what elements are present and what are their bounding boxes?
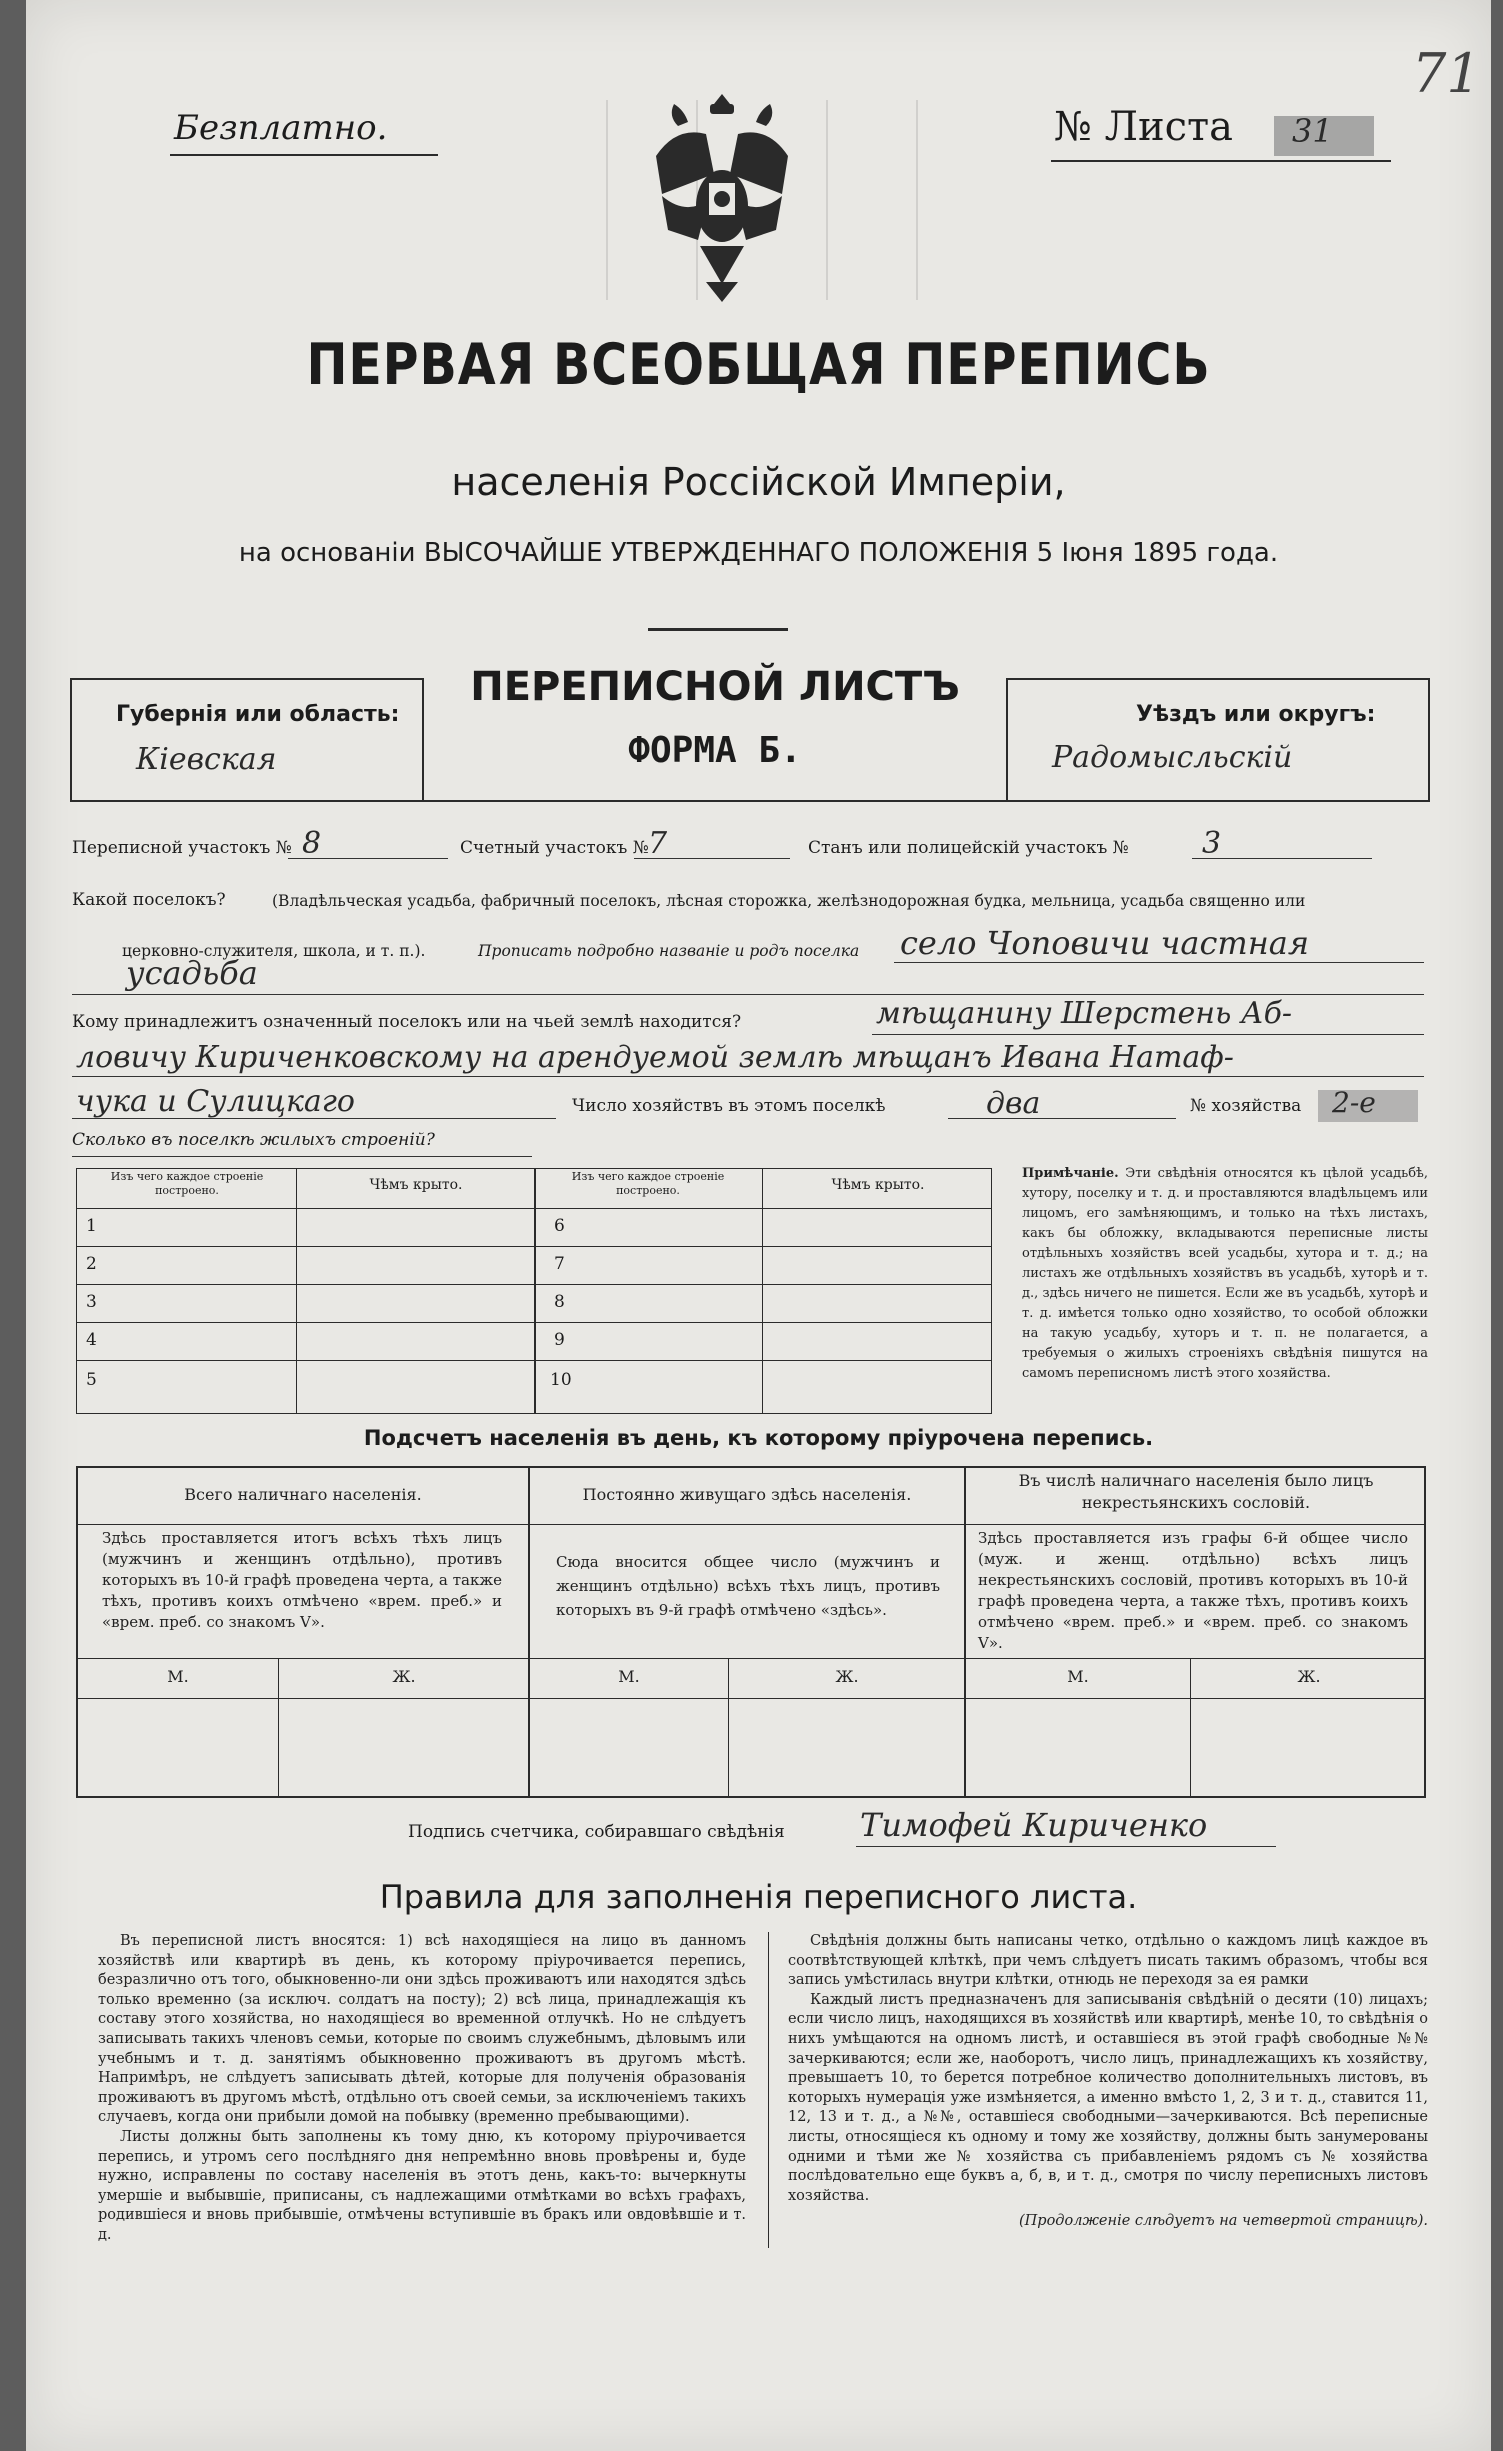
settlement-hint-2: церковно-служителя, школа, и т. п.). <box>122 942 426 960</box>
signature-value: Тимофей Кириченко <box>860 1806 1208 1844</box>
row-number: 6 <box>554 1216 565 1236</box>
row-number: 3 <box>86 1292 97 1312</box>
rules-left-paragraph-2: Листы должны быть заполнены къ тому дню, къ которому пріурочивается перепись, и утромъ сего послѣдняго дня непремѣнно вновь провѣрены и, буде нужно, исправлены по составу населенія въ этотъ день, какъ-то: вычеркнуты умершіе и выбывшіе, приписаны, съ надлежащими отмѣтками во всѣхъ графахъ, родившіеся и вновь прибывшіе, отмѣчены вступившіе въ бракъ или овдовѣвшіе и т. д. <box>98 2128 746 2243</box>
settlement-value-line-2: усадьба <box>126 954 258 992</box>
owner-value-line-1: мѣщанину Шерстень Аб- <box>876 996 1293 1031</box>
note-text: Эти свѣдѣнія относятся къ цѣлой усадьбѣ, хутору, поселку и т. д. и проставляются владѣльцемъ или лицомъ, его замѣняющимъ, и только на тѣхъ листахъ, какъ бы обложку, вкладываются переписные листы отдѣльныхъ хозяйствъ всей усадьбы, хутора и т. д.; на листахъ же отдѣльныхъ хозяйствъ въ усадьбѣ, хуторѣ и т. д., здѣсь ничего не пишется. Если же въ усадьбѣ, хуторѣ и т. д. имѣется только одно хозяйство, то особой обложки на такую усадьбу, хуторъ и т. п. не полагается, а требуемыя о жилыхъ строеніяхъ свѣдѣнія пишутся на самомъ переписномъ листѣ этого хозяйства. <box>1022 1166 1429 1381</box>
col2-title: Постоянно живущаго здѣсь населенія. <box>582 1485 912 1504</box>
col3-female: Ж. <box>1297 1667 1321 1686</box>
col3-text: Здѣсь проставляется изъ графы 6-й общее число (муж. и женщ. отдѣльно) всѣхъ лицъ некрестьянскихъ сословій, противъ которыхъ въ 10-й графѣ проведена черта, а также тѣхъ, противъ коихъ отмѣчено «врем. преб.» и «врем. преб. со знакомъ V». <box>978 1529 1408 1652</box>
households-label: Число хозяйствъ въ этомъ поселкѣ <box>572 1096 886 1116</box>
gubernia-label: Губернія или область: <box>116 702 400 727</box>
census-district-label: Переписной участокъ № <box>72 838 292 858</box>
row-number: 10 <box>550 1370 572 1390</box>
col-material-header-right: Изъ чего каждое строеніе построено. <box>571 1170 725 1197</box>
note-block <box>1022 1164 1428 1384</box>
sheet-label: № Листа <box>1054 104 1233 150</box>
row-number: 2 <box>86 1254 97 1274</box>
signature-label: Подпись счетчика, собиравшаго свѣдѣнія <box>408 1822 785 1842</box>
note-label: Примѣчаніе. <box>1022 1166 1119 1181</box>
col2-female: Ж. <box>835 1667 859 1686</box>
col3-male: М. <box>1067 1667 1089 1686</box>
col-material-header-left: Изъ чего каждое строеніе построено. <box>110 1170 264 1197</box>
buildings-question: Сколько въ поселкѣ жилыхъ строеній? <box>72 1130 435 1150</box>
form-name: ФОРМА Б. <box>628 730 802 771</box>
owner-question: Кому принадлежитъ означенный поселокъ или на чьей землѣ находится? <box>72 1012 742 1032</box>
free-label: Безплатно. <box>174 108 388 148</box>
col-roof-header-left: Чѣмъ крыто. <box>369 1177 463 1193</box>
settlement-instruction: Прописать подробно названіе и родъ поселка <box>478 942 860 960</box>
owner-value-line-2: ловичу Кириченковскому на арендуемой землѣ мѣщанъ Ивана Натаф- <box>76 1040 1234 1075</box>
population-heading: Подсчетъ населенія въ день, къ которому пріурочена перепись. <box>363 1426 1154 1450</box>
row-number: 5 <box>86 1370 97 1390</box>
col2-text: Сюда вносится общее число (мужчинъ и женщинъ отдѣльно) всѣхъ тѣхъ лицъ, противъ которыхъ въ 9-й графѣ отмѣчено «здѣсь». <box>556 1553 940 1619</box>
settlement-question: Какой поселокъ? <box>72 890 226 910</box>
page-title: ПЕРВАЯ ВСЕОБЩАЯ ПЕРЕПИСЬ <box>306 332 1211 398</box>
rules-left-column <box>98 1932 746 2246</box>
row-number: 1 <box>86 1216 97 1236</box>
row-number: 7 <box>554 1254 565 1274</box>
sheet-title: ПЕРЕПИСНОЙ ЛИСТЪ <box>424 664 1006 710</box>
household-number-label: № хозяйства <box>1190 1096 1302 1116</box>
row-number: 8 <box>554 1292 565 1312</box>
rules-right-paragraph-1: Свѣдѣнія должны быть написаны четко, отдѣльно о каждомъ лицѣ каждое въ соотвѣтствующей клѣткѣ, при чемъ слѣдуетъ писать такимъ образомъ, чтобы вся запись умѣстилась внутри клѣтки, отнюдь не переходя за ея рамки <box>788 1933 1428 1989</box>
uyezd-label: Уѣздъ или округъ: <box>1136 702 1376 727</box>
col1-title: Всего наличнаго населенія. <box>184 1485 422 1504</box>
rules-right-paragraph-2: Каждый листъ предназначенъ для записыванія свѣдѣній о десяти (10) лицахъ; если число лицъ, находящихся въ хозяйствѣ или квартирѣ, менѣе 10, то свѣдѣнія о нихъ умѣщаются на одномъ листѣ, и оставшіеся въ этой графѣ свободные №№ зачеркиваются; если же, наоборотъ, число лицъ, принадлежащихъ къ хозяйству, превышаетъ 10, то берется потребное количество дополнительныхъ листовъ, въ которыхъ нумерація уже измѣняется, а именно вмѣсто 1, 2, 3 и т. д., ставится 11, 12, 13 и т. д., а №№, оставшіеся свободными—зачеркиваются. Всѣ переписные листы, относящіеся къ одному и тому же хозяйству, должны быть занумерованы одними и тѣми же № хозяйства съ прибавленіемъ рядомъ съ № хозяйства послѣдовательно еще буквъ а, б, в, и т. д., смотря по числу переписныхъ листовъ хозяйства. <box>788 1991 1428 2204</box>
count-district-label: Счетный участокъ № <box>460 838 649 858</box>
settlement-value-line-1: село Чоповичи частная <box>900 924 1310 962</box>
owner-value-line-3: чука и Сулицкаго <box>76 1084 355 1119</box>
rules-heading: Правила для заполненія переписного листа. <box>379 1878 1138 1916</box>
census-district-value: 8 <box>302 826 322 861</box>
col3-title: Въ числѣ наличнаго населенія было лицъ некрестьянскихъ сословій. <box>1018 1471 1374 1512</box>
imperial-eagle-emblem <box>648 86 796 306</box>
census-sheet <box>26 0 1491 2451</box>
stan-value: 3 <box>1202 826 1222 861</box>
gubernia-value: Кіевская <box>136 742 277 777</box>
col1-female: Ж. <box>392 1667 416 1686</box>
row-number: 4 <box>86 1330 97 1350</box>
basis-line: на основаніи ВЫСОЧАЙШЕ УТВЕРЖДЕННАГО ПОЛОЖЕНІЯ 5 Іюня 1895 года. <box>238 538 1279 568</box>
rules-left-paragraph-1: Въ переписной листъ вносятся: 1) всѣ находящіеся на лицо въ данномъ хозяйствѣ или квартирѣ въ день, къ которому пріурочивается перепись, безразлично отъ того, обыкновенно-ли они здѣсь проживаютъ или находятся здѣсь только временно (за исключ. солдатъ на посту); 2) всѣ лица, принадлежащія къ составу этого хозяйства, но находящіеся во временной отлучкѣ. Но не слѣдуетъ записывать такихъ членовъ семьи, которые по своимъ служебнымъ, дѣловымъ или учебнымъ и т. д. занятіямъ обыкновенно проживаютъ въ другомъ мѣстѣ. Напримѣръ, не слѣдуетъ записывать дѣтей, которые для полученія образованія проживаютъ въ другомъ мѣстѣ, отдѣльно отъ своей семьи, за исключеніемъ такихъ случаевъ, когда они прибыли домой на побывку (временно пребывающими). <box>98 1933 746 2126</box>
count-district-value: 7 <box>648 826 668 861</box>
settlement-hint-1: (Владѣльческая усадьба, фабричный поселокъ, лѣсная сторожка, желѣзнодорожная будка, мельница, усадьба священно или <box>272 892 1306 910</box>
col1-male: М. <box>167 1667 189 1686</box>
households-value: два <box>986 1086 1041 1121</box>
sheet-number: 31 <box>1292 112 1333 150</box>
household-number-value: 2-е <box>1332 1086 1376 1119</box>
rules-right-column <box>788 1932 1428 2232</box>
page-corner-number: 71 <box>1412 42 1481 105</box>
col2-male: М. <box>618 1667 640 1686</box>
col-roof-header-right: Чѣмъ крыто. <box>831 1177 925 1193</box>
page-subtitle: населенія Россійской Имперіи, <box>451 460 1066 504</box>
stan-label: Станъ или полицейскій участокъ № <box>808 838 1129 858</box>
col1-text: Здѣсь проставляется итогъ всѣхъ тѣхъ лицъ (мужчинъ и женщинъ отдѣльно), противъ которыхъ въ 10-й графѣ проведена черта, а также тѣхъ, противъ коихъ отмѣчено «врем. преб.» и «врем. преб. со знакомъ V». <box>102 1529 502 1631</box>
row-number: 9 <box>554 1330 565 1350</box>
uyezd-value: Радомысльскій <box>1052 740 1293 775</box>
rules-continued: (Продолженіе слѣдуетъ на четвертой страницѣ). <box>1018 2213 1428 2230</box>
